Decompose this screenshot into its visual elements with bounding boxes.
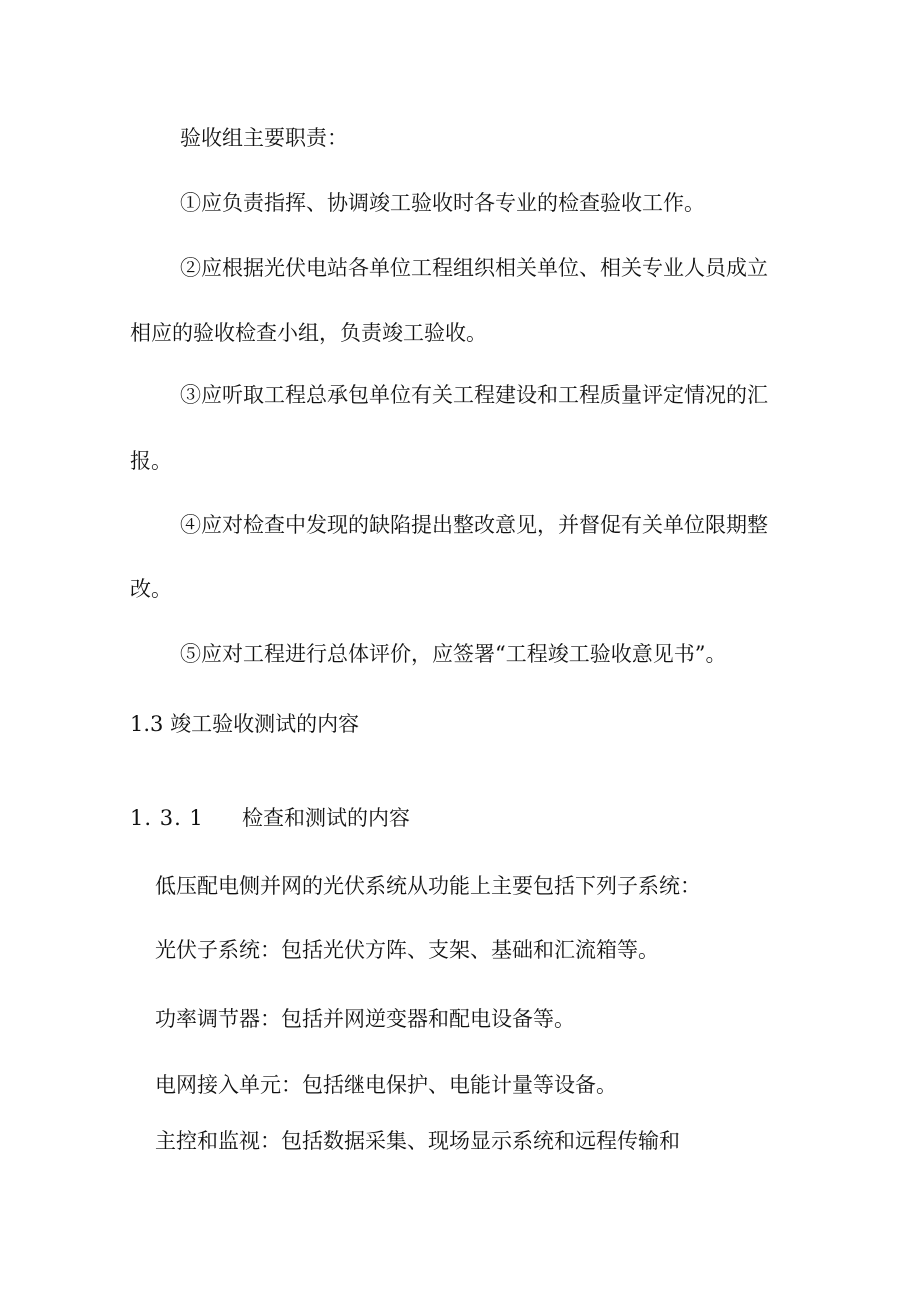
duty-item-5: ⑤应对工程进行总体评价，应签署“工程竣工验收意见书”。 bbox=[180, 642, 727, 666]
duty-item-3-line-2: 报。 bbox=[130, 449, 172, 473]
section-title-1-3-1: 检查和测试的内容 bbox=[242, 806, 410, 830]
duty-item-2-line-2: 相应的验收检查小组，负责竣工验收。 bbox=[130, 321, 487, 345]
duty-item-4-line-1: ④应对检查中发现的缺陷提出整改意见，并督促有关单位限期整 bbox=[180, 513, 768, 537]
duties-heading: 验收组主要职责： bbox=[180, 126, 348, 150]
section-number-1-3-1: 1. 3. 1 bbox=[130, 806, 204, 830]
duty-item-1: ①应负责指挥、协调竣工验收时各专业的检查验收工作。 bbox=[180, 191, 705, 215]
subsystem-grid-access: 电网接入单元：包括继电保护、电能计量等设备。 bbox=[155, 1073, 617, 1097]
subsystem-power-regulator: 功率调节器：包括并网逆变器和配电设备等。 bbox=[155, 1007, 575, 1031]
section-heading-1-3: 1.3 竣工验收测试的内容 bbox=[130, 712, 360, 736]
subsystem-pv: 光伏子系统：包括光伏方阵、支架、基础和汇流箱等。 bbox=[155, 938, 659, 962]
duty-item-3-line-1: ③应听取工程总承包单位有关工程建设和工程质量评定情况的汇 bbox=[180, 383, 768, 407]
body-intro: 低压配电侧并网的光伏系统从功能上主要包括下列子系统： bbox=[155, 874, 701, 898]
duty-item-2-line-1: ②应根据光伏电站各单位工程组织相关单位、相关专业人员成立 bbox=[180, 256, 768, 280]
subsystem-control-monitoring: 主控和监视：包括数据采集、现场显示系统和远程传输和 bbox=[155, 1129, 680, 1153]
duty-item-4-line-2: 改。 bbox=[130, 577, 172, 601]
